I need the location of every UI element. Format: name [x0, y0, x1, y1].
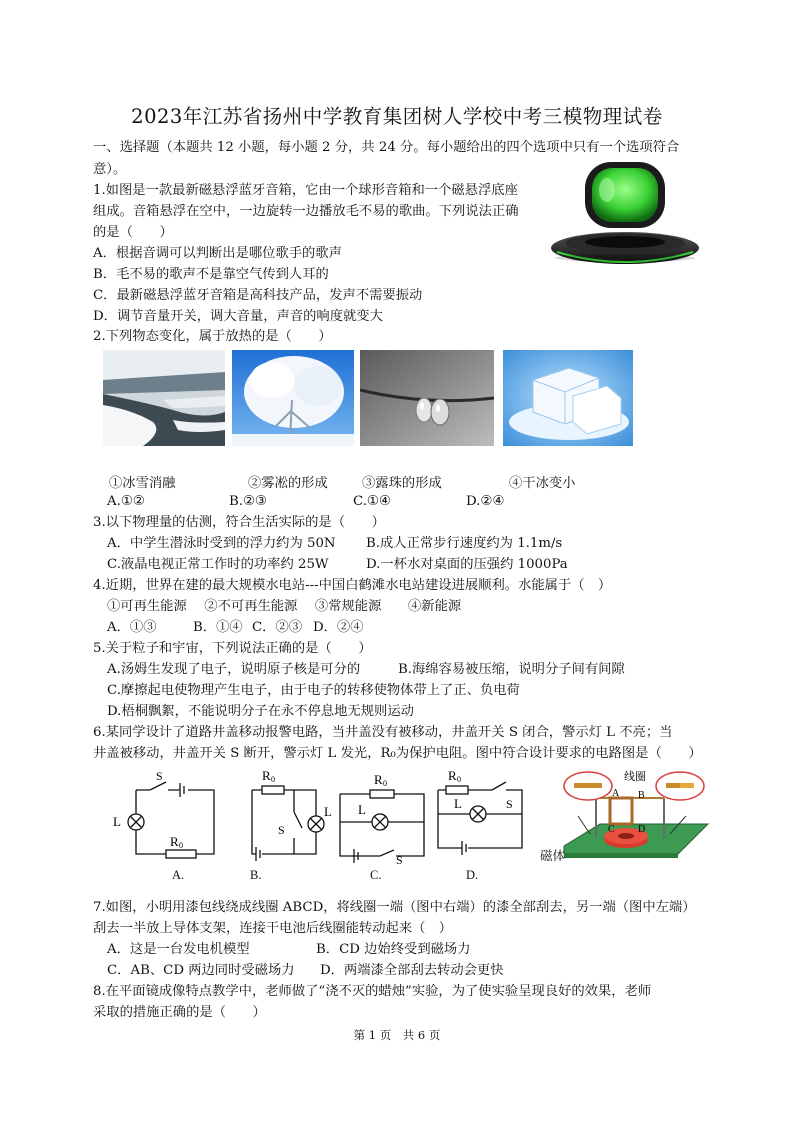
- circuit-c-label: C.: [370, 868, 382, 882]
- q8-stem: 8.在平面镜成像特点教学中，老师做了“浇不灭的蜡烛”实验，为了使实验呈现良好的效果，老师: [93, 984, 652, 999]
- q1-stem: 1.如图是一款最新磁悬浮蓝牙音箱，它由一个球形音箱和一个磁悬浮底座: [93, 183, 518, 198]
- q1-stem-3: 的是（ ）: [93, 225, 173, 240]
- q3-option-b: B.成人正常步行速度约为 1.1m/s: [366, 536, 563, 551]
- q3-option-d: D.一杯水对桌面的压强约 1000Pa: [366, 557, 568, 572]
- q3-stem: 3.以下物理量的估测，符合生活实际的是（ ）: [93, 515, 385, 530]
- q2-option-c: C.①④: [353, 494, 391, 509]
- circuit-b-label: B.: [250, 868, 262, 882]
- q7-option-d: D．两端漆全部刮去转动会更快: [320, 963, 504, 978]
- resistor-sub-label: 0: [383, 779, 387, 788]
- resistor-r-label: R: [374, 772, 383, 787]
- rime-tree-photo: [232, 350, 354, 446]
- q8-stem-2: 采取的措施正确的是（ ）: [93, 1005, 266, 1020]
- q1-option-c: C．最新磁悬浮蓝牙音箱是高科技产品，发声不需要振动: [93, 288, 423, 303]
- dew-drop-photo: [360, 350, 494, 446]
- q4-stem: 4.近期，世界在建的最大规模水电站---中国白鹤滩水电站建设进展顺利。水能属于（ ）: [93, 578, 612, 593]
- q2-caption-1: ①冰雪消融: [109, 476, 176, 491]
- coil-label: 线圈: [624, 771, 646, 783]
- coil-motor-diagram: [560, 768, 710, 868]
- lamp-l-label: L: [324, 804, 332, 819]
- q4-option-a: A．①③: [107, 620, 157, 635]
- q7-option-a: A．这是一台发电机模型: [107, 942, 250, 957]
- switch-s-label: S: [506, 797, 513, 811]
- q6-stem: 6.某同学设计了道路井盖移动报警电路，当井盖没有被移动，井盖开关 S 闭合，警示灯 L 不亮；当: [93, 725, 673, 740]
- q2-caption-4: ④干冰变小: [509, 476, 576, 491]
- point-b-label: B: [638, 790, 645, 801]
- switch-s-label: S: [156, 769, 163, 783]
- q2-option-d: D.②④: [466, 494, 505, 509]
- q3-option-c: C.液晶电视正常工作时的功率约 25W: [107, 557, 329, 572]
- circuit-d-label: D.: [466, 868, 479, 882]
- q5-option-b: B.海绵容易被压缩，说明分子间有间隙: [398, 662, 625, 677]
- maglev-speaker-image: [547, 160, 703, 268]
- point-d-label: D: [638, 824, 646, 835]
- q4-choices: ①可再生能源 ②不可再生能源 ③常规能源 ④新能源: [107, 599, 462, 614]
- q4-option-b: B．①④: [193, 620, 243, 635]
- q3-option-a: A．中学生潜泳时受到的浮力约为 50N: [107, 536, 336, 551]
- q2-option-a: A.①②: [107, 494, 145, 509]
- q5-option-c: C.摩擦起电使物理产生电子，由于电子的转移使物体带上了正、负电荷: [107, 683, 520, 698]
- q6-stem-2: 井盖被移动，井盖开关 S 断开，警示灯 L 发光，R₀为保护电阻。图中符合设计要求的电路图是（ ）: [93, 746, 702, 761]
- q1-option-d: D．调节音量开关，调大音量，声音的响度就变大: [93, 309, 383, 324]
- ice-melting-photo: [103, 350, 225, 446]
- resistor-r-label: R: [262, 768, 271, 783]
- resistor-sub-label: 0: [179, 841, 183, 850]
- switch-s-label: S: [278, 823, 285, 837]
- resistor-sub-label: 0: [457, 775, 461, 784]
- dry-ice-photo: [503, 350, 633, 446]
- circuit-d-diagram: [434, 768, 530, 864]
- section-header-cont: 意）。: [93, 162, 127, 177]
- q4-option-d: D．②④: [313, 620, 364, 635]
- point-a-label: A: [612, 788, 620, 799]
- magnet-label: 磁体: [540, 848, 566, 863]
- resistor-sub-label: 0: [271, 775, 275, 784]
- q1-stem-2: 组成。音箱悬浮在空中，一边旋转一边播放毛不易的歌曲。下列说法正确: [93, 204, 519, 219]
- q7-stem-2: 刮去一半放上导体支架，连接干电池后线圈能转动起来（ ）: [93, 921, 453, 936]
- switch-s-label: S: [396, 853, 403, 864]
- q2-stem: 2.下列物态变化，属于放热的是（ ）: [93, 329, 332, 344]
- q7-option-c: C．AB、CD 两边同时受磁场力: [107, 963, 295, 978]
- page-title: 2023年江苏省扬州中学教育集团树人学校中考三模物理试卷: [131, 105, 663, 128]
- circuit-b-diagram: [232, 768, 334, 864]
- circuit-a-diagram: [110, 768, 228, 864]
- resistor-r-label: R: [448, 768, 457, 783]
- section-header: 一、选择题（本题共 12 小题，每小题 2 分，共 24 分。每小题给出的四个选项中只有一个选项符合: [93, 140, 680, 155]
- q7-option-b: B．CD 边始终受到磁场力: [316, 942, 471, 957]
- lamp-l-label: L: [454, 796, 462, 811]
- point-c-label: C: [608, 824, 615, 835]
- circuit-a-label: A.: [172, 868, 185, 882]
- q5-option-d: D.梧桐飘絮，不能说明分子在永不停息地无规则运动: [107, 704, 414, 719]
- q7-stem: 7.如图，小明用漆包线绕成线圈 ABCD，将线圈一端（图中右端）的漆全部刮去，另一端（图中左端）: [93, 900, 696, 915]
- lamp-l-label: L: [358, 802, 366, 817]
- q4-option-c: C．②③: [252, 620, 303, 635]
- lamp-l-label: L: [113, 814, 121, 829]
- q5-stem: 5.关于粒子和宇宙，下列说法正确的是（ ）: [93, 641, 372, 656]
- q2-option-b: B.②③: [229, 494, 267, 509]
- q2-caption-3: ③露珠的形成: [362, 476, 442, 491]
- q1-option-b: B．毛不易的歌声不是靠空气传到人耳的: [93, 267, 329, 282]
- resistor-r-label: R: [170, 834, 179, 849]
- circuit-c-diagram: [336, 768, 432, 864]
- q5-option-a: A.汤姆生发现了电子，说明原子核是可分的: [107, 662, 361, 677]
- page-footer: 第 1 页 共 6 页: [353, 1028, 441, 1042]
- q2-caption-2: ②雾凇的形成: [248, 476, 328, 491]
- q1-option-a: A．根据音调可以判断出是哪位歌手的歌声: [93, 246, 342, 261]
